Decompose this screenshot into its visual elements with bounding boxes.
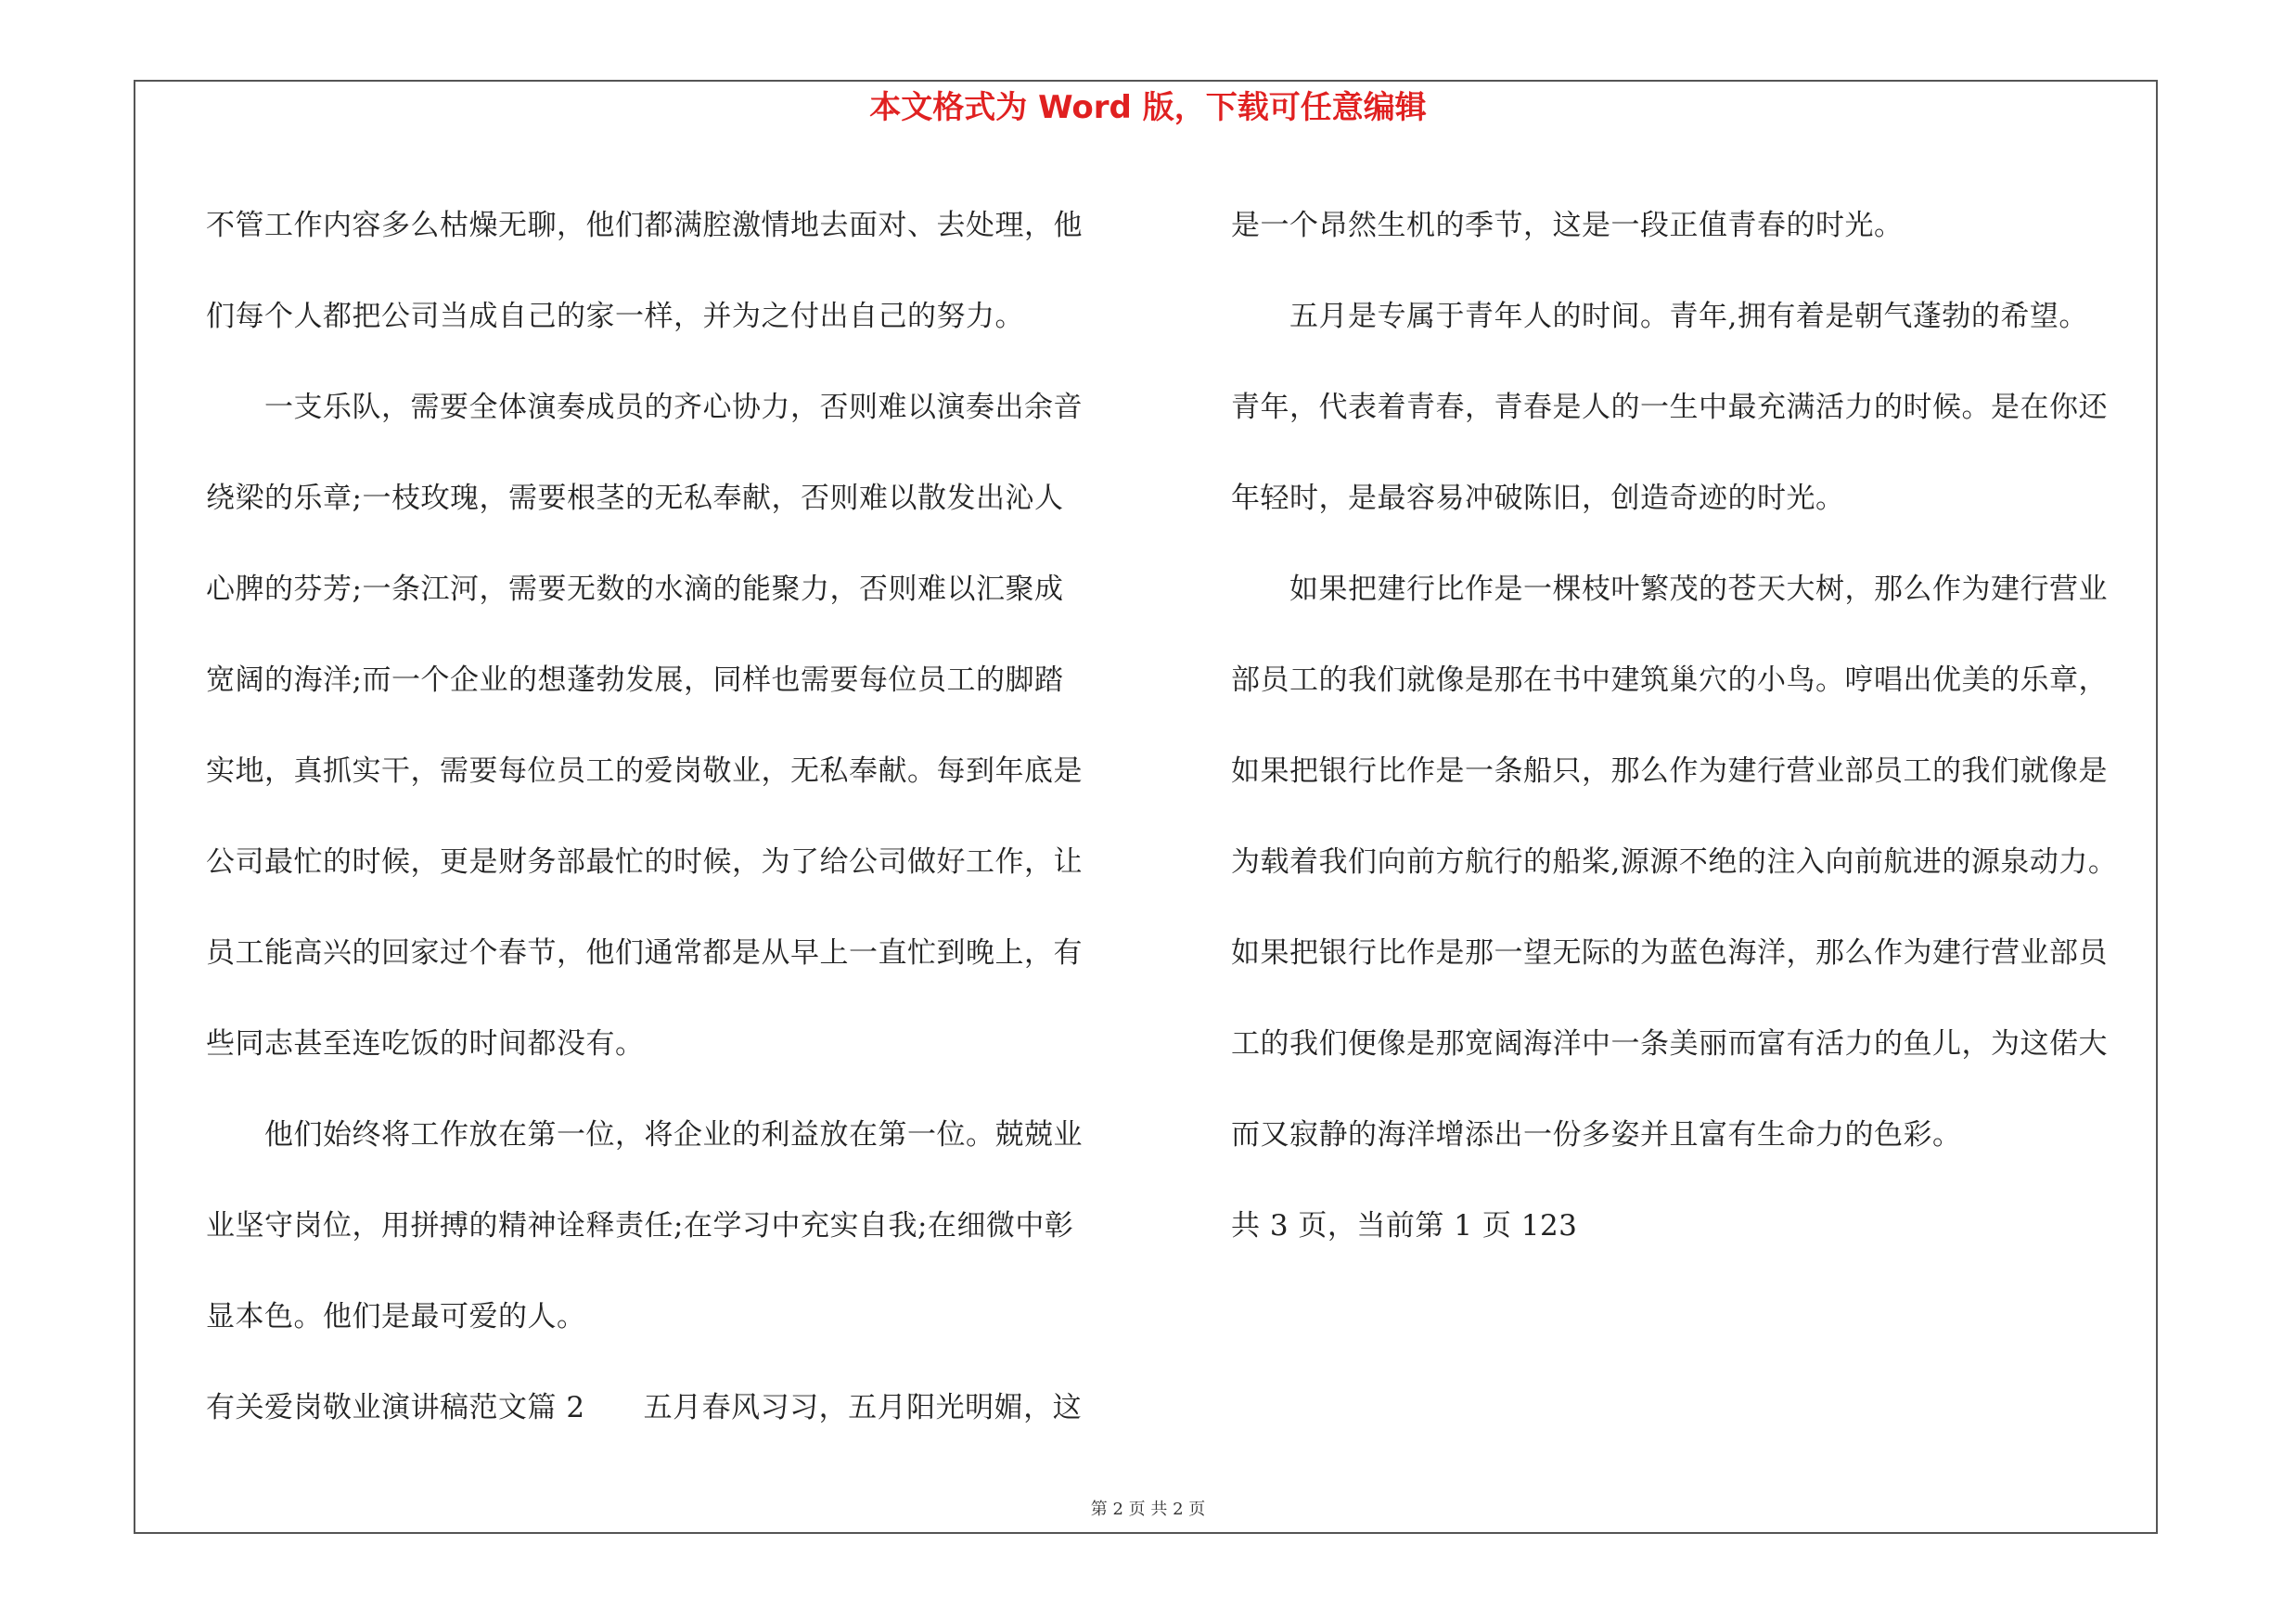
text-line: 工的我们便像是那宽阔海洋中一条美丽而富有活力的鱼儿，为这偌大 <box>1231 1027 2108 1061</box>
editable-notice-banner: 本文格式为 Word 版，下载可任意编辑 <box>869 89 1427 126</box>
text-line: 而又寂静的海洋增添出一份多姿并且富有生命力的色彩。 <box>1231 1118 1962 1152</box>
text-line: 绕梁的乐章;一枝玫瑰，需要根茎的无私奉献，否则难以散发出沁人 <box>206 482 1064 515</box>
text-line: 不管工作内容多么枯燥无聊，他们都满腔激情地去面对、去处理，他 <box>206 209 1083 242</box>
text-line: 们每个人都把公司当成自己的家一样，并为之付出自己的努力。 <box>206 300 1024 333</box>
text-line: 显本色。他们是最可爱的人。 <box>206 1300 586 1333</box>
right-column <box>1231 209 2149 1303</box>
text-line: 些同志甚至连吃饭的时间都没有。 <box>206 1027 645 1061</box>
section-heading-line: 有关爱岗敬业演讲稿范文篇 2 五月春风习习，五月阳光明媚，这 <box>206 1391 1083 1424</box>
text-line: 如果把银行比作是那一望无际的为蓝色海洋，那么作为建行营业部员 <box>1231 936 2108 970</box>
text-line: 为载着我们向前方航行的船桨,源源不绝的注入向前航进的源泉动力。 <box>1231 845 2118 879</box>
text-line: 业坚守岗位，用拼搏的精神诠释责任;在学习中充实自我;在细微中彰 <box>206 1209 1074 1243</box>
text-line: 年轻时，是最容易冲破陈旧，创造奇迹的时光。 <box>1231 482 1845 515</box>
text-line: 公司最忙的时候，更是财务部最忙的时候，为了给公司做好工作，让 <box>206 845 1083 879</box>
left-column <box>206 209 1124 1485</box>
text-line: 五月是专属于青年人的时间。青年,拥有着是朝气蓬勃的希望。 <box>1231 300 2088 333</box>
text-line: 青年，代表着青春，青春是人的一生中最充满活力的时候。是在你还 <box>1231 391 2108 424</box>
text-line: 他们始终将工作放在第一位，将企业的利益放在第一位。兢兢业 <box>206 1118 1083 1152</box>
text-line: 如果把银行比作是一条船只，那么作为建行营业部员工的我们就像是 <box>1231 754 2108 788</box>
text-line: 如果把建行比作是一棵枝叶繁茂的苍天大树，那么作为建行营业 <box>1231 573 2108 606</box>
pagination-text: 共 3 页，当前第 1 页 123 <box>1231 1209 1578 1243</box>
page-footer: 第 2 页 共 2 页 <box>1090 1500 1206 1519</box>
text-line: 是一个昂然生机的季节，这是一段正值青春的时光。 <box>1231 209 1904 242</box>
text-line: 宽阔的海洋;而一个企业的想蓬勃发展，同样也需要每位员工的脚踏 <box>206 663 1064 697</box>
text-line: 实地，真抓实干，需要每位员工的爱岗敬业，无私奉献。每到年底是 <box>206 754 1083 788</box>
text-line: 员工能高兴的回家过个春节，他们通常都是从早上一直忙到晚上，有 <box>206 936 1083 970</box>
text-line: 心脾的芬芳;一条江河，需要无数的水滴的能聚力，否则难以汇聚成 <box>206 573 1064 606</box>
text-line: 一支乐队，需要全体演奏成员的齐心协力，否则难以演奏出余音 <box>206 391 1083 424</box>
text-line: 部员工的我们就像是那在书中建筑巢穴的小鸟。哼唱出优美的乐章， <box>1231 663 2108 697</box>
